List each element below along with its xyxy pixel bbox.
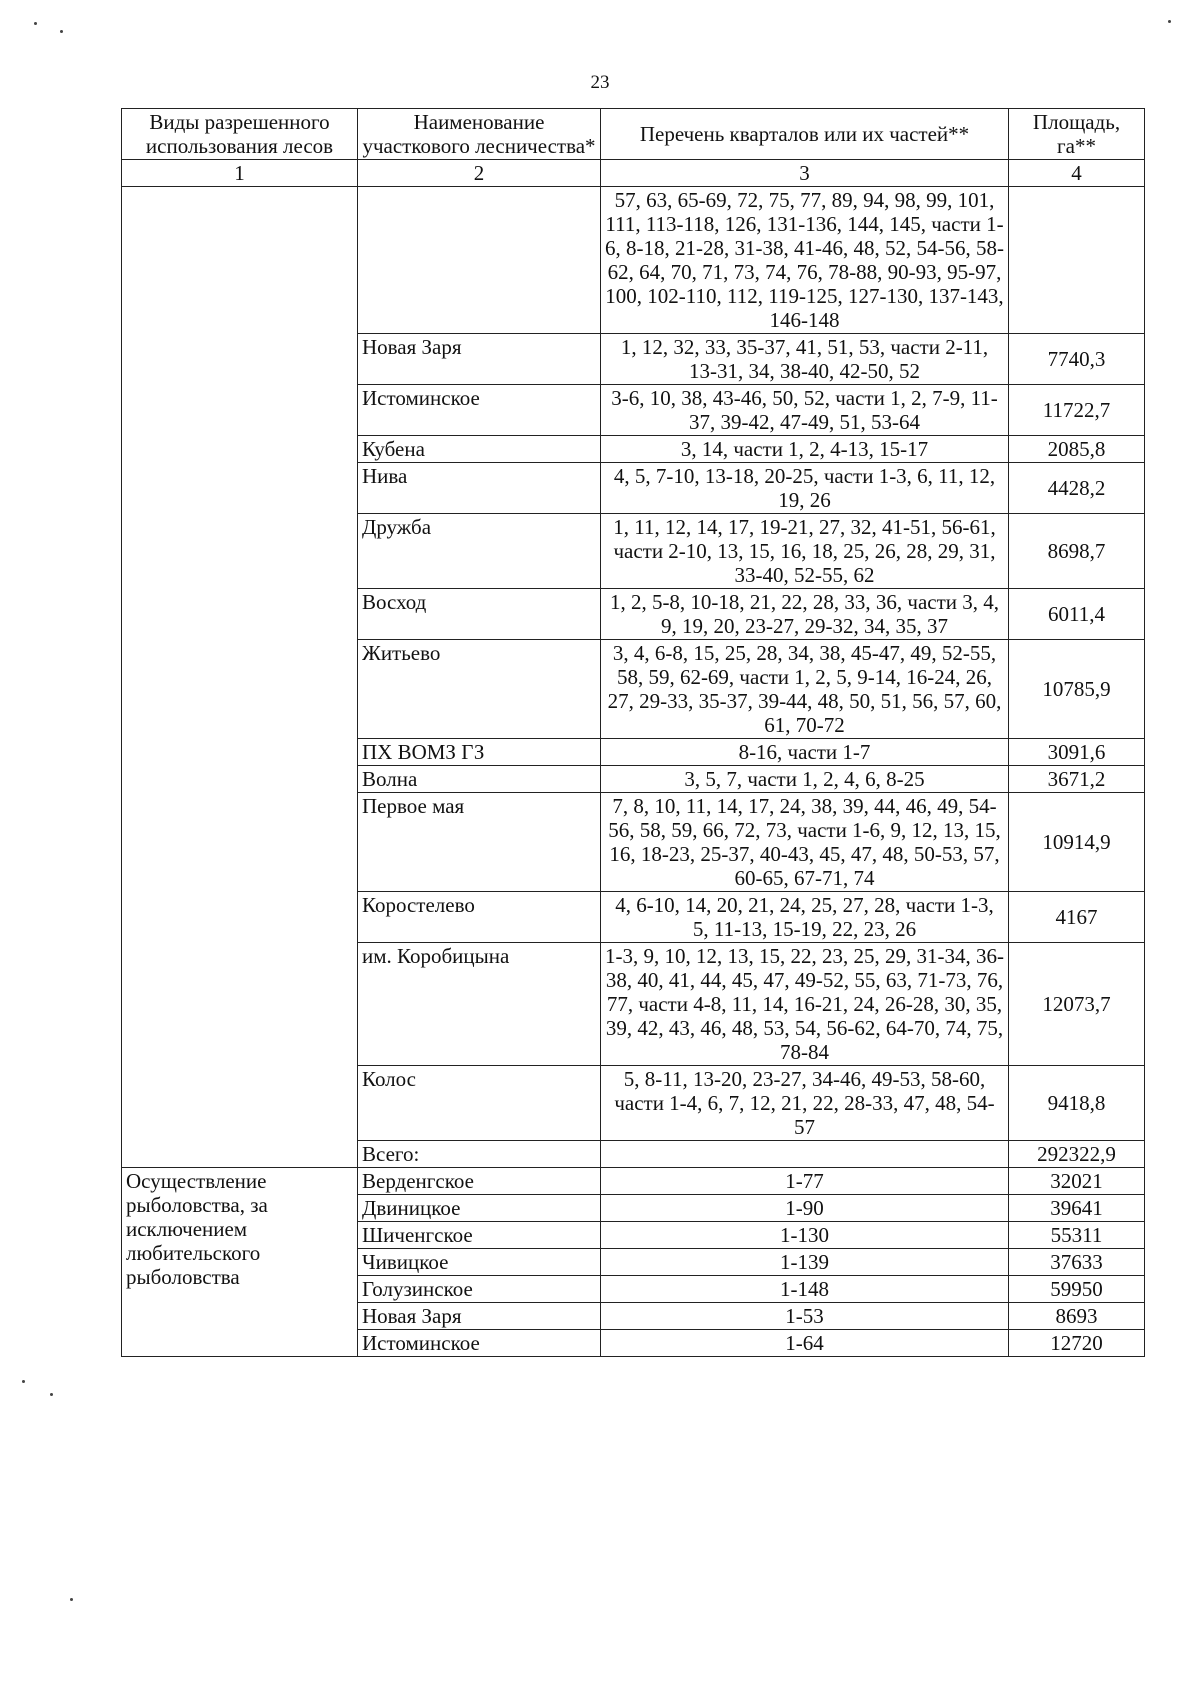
forestry-name-cell: Верденгское [358, 1168, 601, 1195]
area-cell: 55311 [1009, 1222, 1145, 1249]
area-cell: 12720 [1009, 1330, 1145, 1357]
quarters-cell: 1-53 [601, 1303, 1009, 1330]
quarters-cell: 3, 5, 7, части 1, 2, 4, 6, 8-25 [601, 766, 1009, 793]
area-cell: 4428,2 [1009, 463, 1145, 514]
area-cell: 8698,7 [1009, 514, 1145, 589]
scan-speck [60, 30, 63, 33]
forestry-name-cell: Нива [358, 463, 601, 514]
quarters-cell: 5, 8-11, 13-20, 23-27, 34-46, 49-53, 58-60, части 1-4, 6, 7, 12, 21, 22, 28-33, 47, 48, 54-57 [601, 1066, 1009, 1141]
forestry-name-cell: Чивицкое [358, 1249, 601, 1276]
scan-speck [1168, 20, 1171, 23]
header-area: Площадь, га** [1009, 109, 1145, 160]
forestry-name-cell: им. Коробицына [358, 943, 601, 1066]
area-cell: 11722,7 [1009, 385, 1145, 436]
area-cell: 12073,7 [1009, 943, 1145, 1066]
quarters-cell: 3, 4, 6-8, 15, 25, 28, 34, 38, 45-47, 49, 52-55, 58, 59, 62-69, части 1, 2, 5, 9-14, 16-24, 26, 27, 29-33, 35-37, 39-44, 48, 50, 51, 56, 57, 60, 61, 70-72 [601, 640, 1009, 739]
area-cell: 8693 [1009, 1303, 1145, 1330]
forestry-name-cell: Первое мая [358, 793, 601, 892]
forestry-name-cell: Шиченгское [358, 1222, 601, 1249]
area-cell [1009, 187, 1145, 334]
quarters-cell: 1, 2, 5-8, 10-18, 21, 22, 28, 33, 36, части 3, 4, 9, 19, 20, 23-27, 29-32, 34, 35, 37 [601, 589, 1009, 640]
forestry-name-cell: Волна [358, 766, 601, 793]
page-number: 23 [590, 72, 610, 93]
header-index: 2 [358, 160, 601, 187]
header-use-type: Виды разрешенного использования лесов [122, 109, 358, 160]
quarters-cell: 1-148 [601, 1276, 1009, 1303]
quarters-cell: 8-16, части 1-7 [601, 739, 1009, 766]
total-area: 292322,9 [1009, 1141, 1145, 1168]
quarters-cell: 3-6, 10, 38, 43-46, 50, 52, части 1, 2, 7-9, 11-37, 39-42, 47-49, 51, 53-64 [601, 385, 1009, 436]
area-cell: 2085,8 [1009, 436, 1145, 463]
quarters-cell: 4, 6-10, 14, 20, 21, 24, 25, 27, 28, части 1-3, 5, 11-13, 15-19, 22, 23, 26 [601, 892, 1009, 943]
header-forestry-name: Наименование участкового лесничества* [358, 109, 601, 160]
quarters-cell: 1-139 [601, 1249, 1009, 1276]
area-cell: 9418,8 [1009, 1066, 1145, 1141]
header-index: 1 [122, 160, 358, 187]
area-cell: 3091,6 [1009, 739, 1145, 766]
forestry-name-cell: Двиницкое [358, 1195, 601, 1222]
quarters-cell: 1-90 [601, 1195, 1009, 1222]
quarters-cell: 3, 14, части 1, 2, 4-13, 15-17 [601, 436, 1009, 463]
forestry-name-cell: ПХ ВОМЗ ГЗ [358, 739, 601, 766]
forest-use-table [121, 108, 1145, 1357]
quarters-cell: 1-64 [601, 1330, 1009, 1357]
forestry-name-cell: Коростелево [358, 892, 601, 943]
header-quarters: Перечень кварталов или их частей** [601, 109, 1009, 160]
forestry-name-cell: Новая Заря [358, 334, 601, 385]
quarters-cell: 1, 12, 32, 33, 35-37, 41, 51, 53, части 2-11, 13-31, 34, 38-40, 42-50, 52 [601, 334, 1009, 385]
area-cell: 6011,4 [1009, 589, 1145, 640]
area-cell: 39641 [1009, 1195, 1145, 1222]
header-index: 3 [601, 160, 1009, 187]
header-index-row [122, 160, 1145, 187]
quarters-cell [601, 1141, 1009, 1168]
forestry-name-cell: Голузинское [358, 1276, 601, 1303]
area-cell: 3671,2 [1009, 766, 1145, 793]
scan-speck [34, 22, 37, 25]
forestry-name-cell: Кубена [358, 436, 601, 463]
quarters-cell: 4, 5, 7-10, 13-18, 20-25, части 1-3, 6, 11, 12, 19, 26 [601, 463, 1009, 514]
quarters-cell: 1, 11, 12, 14, 17, 19-21, 27, 32, 41-51, 56-61, части 2-10, 13, 15, 16, 18, 25, 26, 28, 29, 31, 33-40, 52-55, 62 [601, 514, 1009, 589]
table-row [122, 187, 1145, 334]
total-label: Всего: [358, 1141, 601, 1168]
area-cell: 4167 [1009, 892, 1145, 943]
area-cell: 32021 [1009, 1168, 1145, 1195]
quarters-cell: 7, 8, 10, 11, 14, 17, 24, 38, 39, 44, 46, 49, 54-56, 58, 59, 66, 72, 73, части 1-6, 9, 12, 13, 15, 16, 18-23, 25-37, 40-43, 45, 47, 48, 50-53, 57, 60-65, 67-71, 74 [601, 793, 1009, 892]
forestry-name-cell: Колос [358, 1066, 601, 1141]
scan-speck [50, 1393, 53, 1396]
table-row [122, 1168, 1145, 1195]
quarters-cell: 57, 63, 65-69, 72, 75, 77, 89, 94, 98, 99, 101, 111, 113-118, 126, 131-136, 144, 145, части 1-6, 8-18, 21-28, 31-38, 41-46, 48, 52, 54-56, 58-62, 64, 70, 71, 73, 74, 76, 78-88, 90-93, 95-97, 100, 102-110, 112, 119-125, 127-130, 137-143, 146-148 [601, 187, 1009, 334]
use-type-cell: Осуществление рыболовства, за исключением любительского рыболовства [122, 1168, 358, 1357]
area-cell: 37633 [1009, 1249, 1145, 1276]
forestry-name-cell: Истоминское [358, 1330, 601, 1357]
forestry-name-cell: Восход [358, 589, 601, 640]
scan-speck [22, 1380, 25, 1383]
area-cell: 59950 [1009, 1276, 1145, 1303]
quarters-cell: 1-77 [601, 1168, 1009, 1195]
forestry-name-cell: Новая Заря [358, 1303, 601, 1330]
scan-speck [70, 1598, 73, 1601]
header-index: 4 [1009, 160, 1145, 187]
forestry-name-cell: Дружба [358, 514, 601, 589]
quarters-cell: 1-3, 9, 10, 12, 13, 15, 22, 23, 25, 29, 31-34, 36-38, 40, 41, 44, 45, 47, 49-52, 55, 63, 71-73, 76, 77, части 4-8, 11, 14, 16-21, 24, 26-28, 30, 35, 39, 42, 43, 46, 48, 53, 54, 56-62, 64-70, 74, 75, 78-84 [601, 943, 1009, 1066]
area-cell: 7740,3 [1009, 334, 1145, 385]
area-cell: 10914,9 [1009, 793, 1145, 892]
forestry-name-cell: Житьево [358, 640, 601, 739]
quarters-cell: 1-130 [601, 1222, 1009, 1249]
area-cell: 10785,9 [1009, 640, 1145, 739]
forestry-name-cell [358, 187, 601, 334]
use-type-cell [122, 187, 358, 1168]
header-row [122, 109, 1145, 160]
forestry-name-cell: Истоминское [358, 385, 601, 436]
